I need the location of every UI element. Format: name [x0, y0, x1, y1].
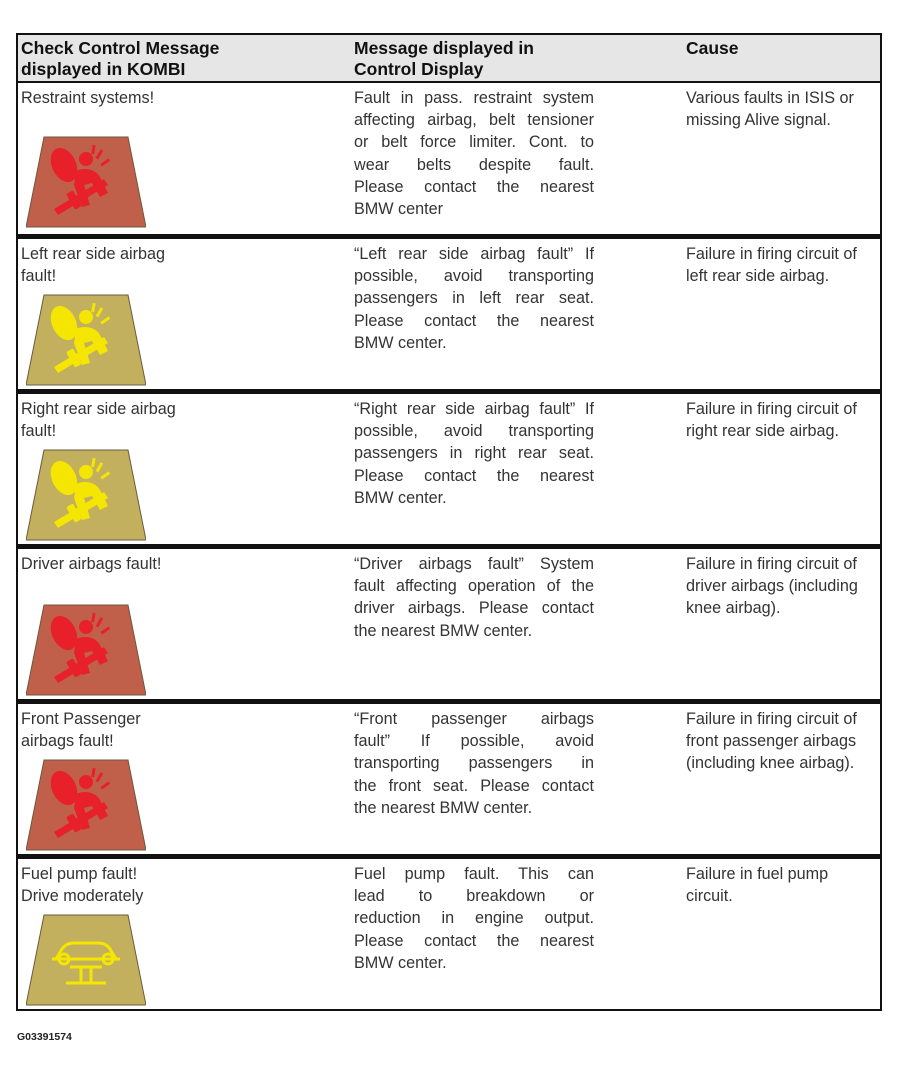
kombi-message-line: Fuel pump fault!: [21, 865, 138, 883]
kombi-message-line: Right rear side airbag: [21, 400, 176, 418]
kombi-message: [21, 863, 321, 907]
control-display-message-line: passengers in left rear seat.: [354, 289, 594, 308]
control-display-message-line: affecting airbag, belt tensioner: [354, 111, 594, 130]
control-display-message-line: driver airbags. Please contact: [354, 599, 594, 618]
control-display-message: [354, 243, 594, 354]
check-control-table: [16, 33, 882, 1011]
control-display-message: [354, 87, 594, 220]
control-display-message-line: passengers in right rear seat.: [354, 444, 594, 463]
kombi-message-line: Drive moderately: [21, 887, 144, 906]
kombi-message-line: Driver airbags fault!: [21, 555, 162, 573]
cause-text: [686, 553, 882, 620]
control-display-message-line: BMW center: [354, 200, 444, 219]
table-row: [16, 83, 882, 236]
figure-code: G03391574: [17, 1031, 72, 1043]
cause-text-line: circuit.: [686, 887, 733, 906]
cause-text-line: Failure in firing circuit of: [686, 710, 857, 728]
control-display-message-line: “Driver airbags fault” System: [354, 555, 594, 573]
table-row: [16, 546, 882, 701]
kombi-message: [21, 708, 321, 752]
airbag-warning-icon: [26, 758, 146, 852]
control-display-message-line: possible, avoid transporting: [354, 422, 594, 441]
control-display-message-line: “Left rear side airbag fault” If: [354, 245, 594, 263]
control-display-message-line: transporting passengers in: [354, 754, 594, 773]
airbag-warning-icon: [26, 135, 146, 229]
table-body: [16, 83, 882, 1011]
cause-text-line: right rear side airbag.: [686, 422, 839, 441]
header-cause: Cause: [686, 38, 739, 58]
control-display-message-line: the nearest BMW center.: [354, 621, 533, 640]
airbag-warning-icon: [26, 603, 146, 697]
control-display-message: [354, 863, 594, 974]
table-row: [16, 701, 882, 856]
control-display-message-line: fault” If possible, avoid: [354, 732, 594, 751]
cause-text-line: Failure in fuel pump: [686, 865, 829, 883]
control-display-message-line: “Front passenger airbags: [354, 710, 594, 728]
header-control-display: Message displayed in Control Display: [354, 38, 534, 79]
control-display-message-line: Please contact the nearest: [354, 931, 594, 950]
table-row: [16, 856, 882, 1011]
control-display-message-line: reduction in engine output.: [354, 909, 594, 928]
kombi-message-line: Front Passenger: [21, 710, 141, 728]
control-display-message-line: lead to breakdown or: [354, 887, 594, 906]
control-display-message-line: BMW center.: [354, 333, 447, 352]
control-display-message-line: possible, avoid transporting: [354, 267, 594, 286]
control-display-message-line: the nearest BMW center.: [354, 798, 533, 817]
cause-text-line: Failure in firing circuit of: [686, 400, 857, 418]
cause-text: [686, 863, 882, 907]
kombi-message: [21, 398, 321, 442]
car-on-lift-icon: [26, 913, 146, 1007]
cause-text: [686, 398, 882, 442]
cause-text: [686, 87, 882, 131]
control-display-message-line: or belt force limiter. Cont. to: [354, 133, 594, 152]
control-display-message-line: “Right rear side airbag fault” If: [354, 400, 594, 418]
kombi-message: [21, 553, 321, 575]
kombi-message-line: Left rear side airbag: [21, 245, 165, 263]
control-display-message-line: BMW center.: [354, 953, 447, 972]
control-display-message-line: Please contact the nearest: [354, 311, 594, 330]
cause-text-line: Failure in firing circuit of: [686, 245, 857, 263]
cause-text-line: knee airbag).: [686, 599, 781, 618]
control-display-message-line: wear belts despite fault.: [354, 155, 594, 174]
cause-text: [686, 708, 882, 775]
control-display-message-line: Please contact the nearest: [354, 177, 594, 196]
table-header: [16, 33, 882, 83]
control-display-message: [354, 708, 594, 819]
kombi-message-line: fault!: [21, 267, 57, 286]
control-display-message-line: BMW center.: [354, 488, 447, 507]
control-display-message: [354, 553, 594, 642]
cause-text-line: Failure in firing circuit of: [686, 555, 857, 573]
kombi-message-line: fault!: [21, 422, 57, 441]
header-kombi: Check Control Message displayed in KOMBI: [21, 38, 220, 79]
airbag-warning-icon: [26, 448, 146, 542]
airbag-warning-icon: [26, 293, 146, 387]
control-display-message-line: Please contact the nearest: [354, 466, 594, 485]
cause-text-line: driver airbags (including: [686, 577, 858, 596]
table-row: [16, 236, 882, 391]
control-display-message-line: Fuel pump fault. This can: [354, 865, 594, 883]
table-row: [16, 391, 882, 546]
kombi-message-line: Restraint systems!: [21, 89, 155, 107]
cause-text-line: (including knee airbag).: [686, 754, 855, 773]
cause-text: [686, 243, 882, 287]
kombi-message: [21, 243, 321, 287]
cause-text-line: Various faults in ISIS or: [686, 89, 854, 107]
control-display-message-line: the front seat. Please contact: [354, 776, 594, 795]
kombi-message: [21, 87, 321, 109]
control-display-message-line: fault affecting operation of the: [354, 577, 594, 596]
kombi-message-line: airbags fault!: [21, 732, 114, 751]
cause-text-line: left rear side airbag.: [686, 267, 830, 286]
control-display-message-line: Fault in pass. restraint system: [354, 89, 594, 107]
control-display-message: [354, 398, 594, 509]
cause-text-line: missing Alive signal.: [686, 111, 831, 130]
cause-text-line: front passenger airbags: [686, 732, 857, 751]
